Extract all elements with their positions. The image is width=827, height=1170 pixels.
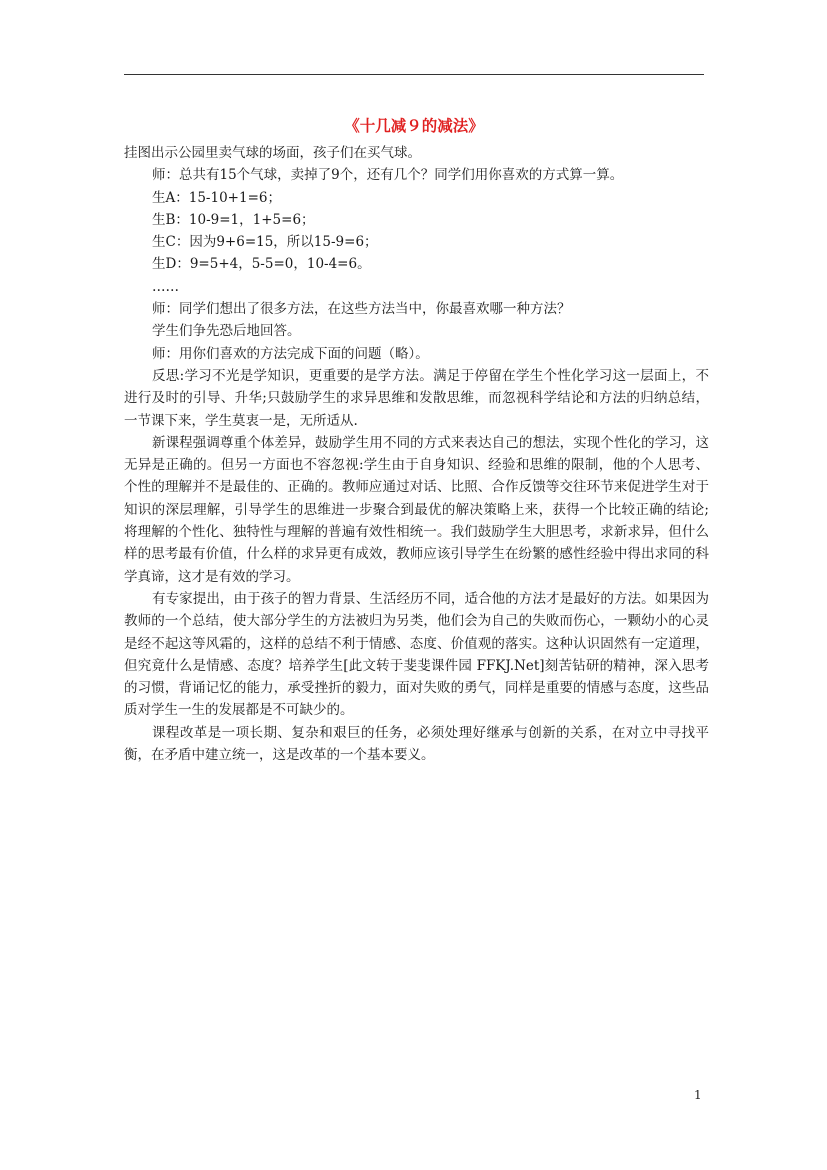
paragraph-teacher-question: 师：总共有15个气球，卖掉了9个，还有几个？同学们用你喜欢的方式算一算。 [152,167,624,184]
paragraph-student-c: 生C：因为9+6=15，所以15-9=6； [152,234,378,251]
document-body [124,142,709,766]
paragraph-reflection: 反思:学习不光是学知识，更重要的是学方法。满足于停留在学生个性化学习这一层面上，不进行及时的引导、升华;只鼓励学生的求异思维和发散思维，而忽视科学结论和方法的归纳总结，一节课下来，学生莫衷一是，无所适从. [124,367,709,429]
paragraph-ellipsis: …… [152,278,179,295]
paragraph-expert-view: 有专家提出，由于孩子的智力背景、生活经历不同，适合他的方法才是最好的方法。如果因为教师的一个总结，使大部分学生的方法被归为另类，他们会为自己的失败而伤心，一颗幼小的心灵是经不起这等风霜的，这样的总结不利于情感、态度、价值观的落实。这种认识固然有一定道理，但究竟什么是情感、态度？培养学生[此文转于斐斐课件园 FFKJ.Net]刻苦钻研的精神，深入思考的习惯，背诵记忆的能力，承受挫折的毅力，面对失败的勇气，同样是重要的情感与态度，这些品质对学生一生的发展都是不可缺少的。 [124,590,709,719]
paragraph-students-answer: 学生们争先恐后地回答。 [152,323,301,340]
paragraph-new-curriculum: 新课程强调尊重个体差异，鼓励学生用不同的方式来表达自己的想法，实现个性化的学习，这无异是正确的。但另一方面也不容忽视:学生由于自身知识、经验和思维的限制，他的个人思考、个性的理解并不是最佳的、正确的。教师应通过对话、比照、合作反馈等交往环节来促进学生对于知识的深层理解，引导学生的思维进一步聚合到最优的解决策略上来，获得一个比较正确的结论;将理解的个性化、独特性与理解的普遍有效性相统一。我们鼓励学生大胆思考，求新求异，但什么样的思考最有价值，什么样的求异更有成效，教师应该引导学生在纷繁的感性经验中得出求同的科学真谛，这才是有效的学习。 [124,434,709,585]
paragraph-intro: 挂图出示公园里卖气球的场面，孩子们在买气球。 [124,145,421,161]
page-number: 1 [694,1088,702,1102]
paragraph-student-b: 生B：10-9=1，1+5=6； [152,211,315,228]
paragraph-teacher-task: 师：用你们喜欢的方法完成下面的问题（略）。 [152,345,429,362]
document-title: 《十几减９的减法》 [344,116,484,135]
paragraph-reform: 课程改革是一项长期、复杂和艰巨的任务，必须处理好继承与创新的关系，在对立中寻找平衡，在矛盾中建立统一，这是改革的一个基本要义。 [124,724,709,764]
paragraph-student-d: 生D：9=5+4，5-5=0，10-4=6。 [152,256,371,273]
header-rule [124,74,704,75]
paragraph-student-a: 生A：15-10+1=6； [152,189,281,206]
paragraph-teacher-followup: 师：同学们想出了很多方法，在这些方法当中，你最喜欢哪一种方法？ [152,301,571,318]
